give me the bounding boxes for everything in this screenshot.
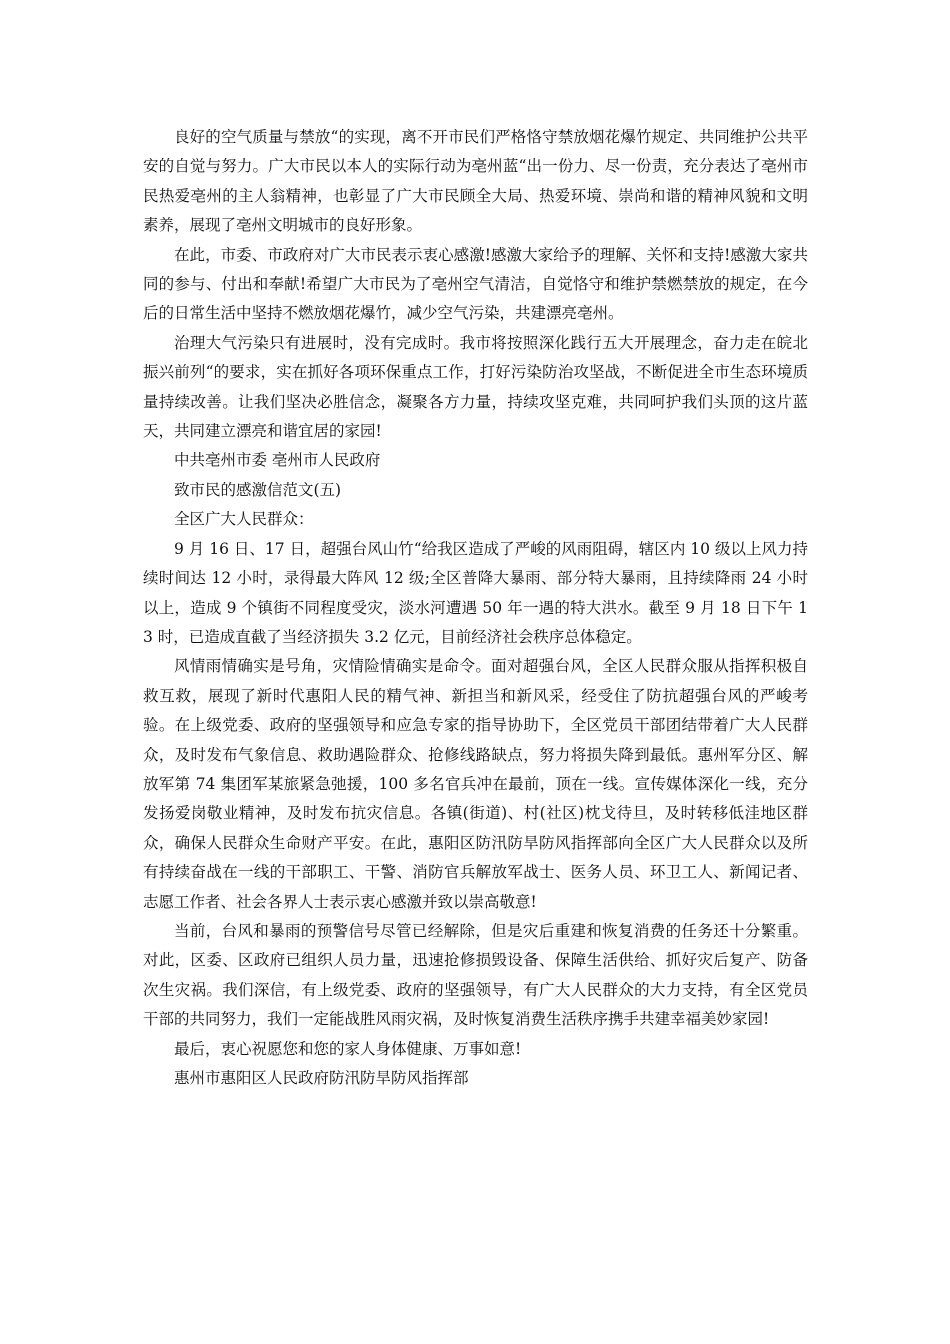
paragraph-disaster-response: 风情雨情确实是号角，灾情险情确实是命令。面对超强台风，全区人民群众服从指挥积极自救互救，展现了新时代惠阳人民的精气神、新担当和新风采，经受住了防抗超强台风的严峻考验。在上级党委、政府的坚强领导和应急专家的指导协助下，全区党员干部团结带着广大人民群众，及时发布气象信息、救助遇险群众、抢修线路缺点，努力将损失降到最低。惠州军分区、解放军第 74 集团军某旅紧急弛援，100 多名官兵冲在最前，顶在一线。宣传媒体深化一线，充分发扬爱岗敬业精神，及时发布抗灾信息。各镇(街道)、村(社区)枕戈待旦，及时转移低洼地区群众，确保人民群众生命财产平安。在此，惠阳区防汛防旱防风指挥部向全区广大人民群众以及所有持续奋战在一线的干部职工、干警、消防官兵解放军战士、医务人员、环卫工人、新闻记者、志愿工作者、社会各界人士表示衷心感激并致以崇高敬意! (143, 657, 808, 911)
signature-huiyang-command: 惠州市惠阳区人民政府防汛防旱防风指挥部 (174, 1069, 469, 1087)
paragraph-typhoon-impact: 9 月 16 日、17 日，超强台风山竹“给我区造成了严峻的风雨阻碍，辖区内 10 级以上风力持续时间达 12 小时，录得最大阵风 12 级;全区普降大暴雨、部分特大暴雨，且持续降雨 24 小时以上，造成 9 个镇街不同程度受灾，淡水河遭遇 50 年一遇的特大洪水。截至 9 月 18 日下午 13 时，已造成直截了当经济损失 3.2 亿元，目前经济社会秩序总体稳定。 (143, 539, 808, 646)
salutation: 全区广大人民群众： (174, 510, 314, 529)
paragraph-thanks-citizens: 在此，市委、市政府对广大市民表示衷心感激!感激大家给予的理解、关怀和支持!感激大家共同的参与、付出和奉献!希望广大市民为了亳州空气清洁，自觉恪守和维护禁燃禁放的规定，在今后的日常生活中坚持不燃放烟花爆竹，减少空气污染，共建漂亮亳州。 (143, 245, 808, 323)
paragraph-pollution-control: 治理大气污染只有进展时，没有完成时。我市将按照深化践行五大开展理念，奋力走在皖北振兴前列“的要求，实在抓好各项环保重点工作，打好污染防治攻坚战，不断促进全市生态环境质量持续改善。让我们坚决必胜信念，凝聚各方力量，持续攻坚克难，共同呵护我们头顶的这片蓝天，共同建立漂亮和谐宜居的家园! (143, 333, 808, 441)
paragraph-closing-wishes: 最后，衷心祝愿您和您的家人身体健康、万事如意! (174, 1039, 522, 1058)
paragraph-air-quality: 良好的空气质量与禁放“的实现，离不开市民们严格恪守禁放烟花爆竹规定、共同维护公共平安的自觉与努力。广大市民以本人的实际行动为亳州蓝“出一份力、尽一份责，充分表达了亳州市民热爱亳州的主人翁精神，也彰显了广大市民顾全大局、热爱环境、崇尚和谐的精神风貌和文明素养，展现了亳州文明城市的良好形象。 (143, 128, 808, 235)
paragraph-reconstruction: 当前，台风和暴雨的预警信号尽管已经解除，但是灾后重建和恢复消费的任务还十分繁重。对此，区委、区政府已组织人员力量，迅速抢修损毁设备、保障生活供给、抓好灾后复产、防备次生灾祸。我们深信，有上级党委、政府的坚强领导，有广大人民群众的大力支持，有全区党员干部的共同努力，我们一定能战胜风雨灾祸，及时恢复消费生活秩序携手共建幸福美妙家园! (143, 921, 808, 1029)
signature-bozhou-government: 中共亳州市委 亳州市人民政府 (174, 451, 381, 470)
document-body (143, 123, 808, 1093)
section-heading: 致市民的感激信范文(五) (174, 480, 342, 499)
